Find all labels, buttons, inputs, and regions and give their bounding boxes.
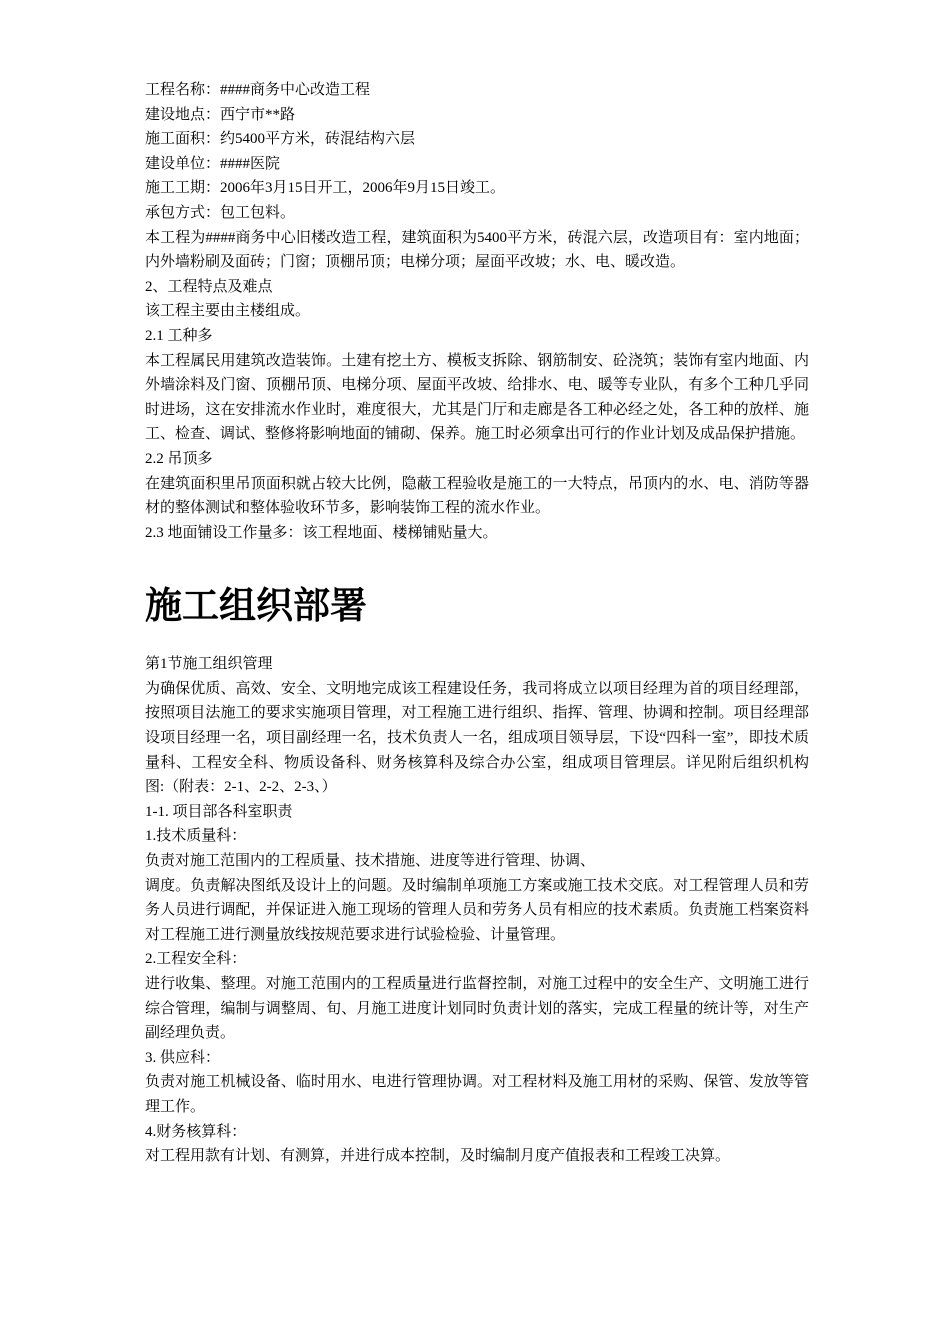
duty2-body: 进行收集、整理。对施工范围内的工程质量进行监督控制，对施工过程中的安全生产、文明施工进行综合管理，编制与调整周、旬、月施工进度计划同时负责计划的落实，完成工程量的统计等，对生产副经理负责。 <box>145 976 809 1042</box>
section2-1-body: 本工程属民用建筑改造装饰。土建有挖土方、模板支拆除、钢筋制安、砼浇筑；装饰有室内地面、内外墙涂料及门窗、顶棚吊顶、电梯分项、屋面平改坡、给排水、电、暖等专业队，有多个工种几乎同时进场，这在安排流水作业时，难度很大，尤其是门厅和走廊是各工种必经之处，各工种的放样、施工、检查、调试、整修将影响地面的铺砌、保养。施工时必须拿出可行的作业计划及成品保护措施。 <box>145 352 809 443</box>
duty1-title: 1.技术质量科： <box>145 828 247 845</box>
section2-2-body: 在建筑面积里吊顶面积就占较大比例，隐蔽工程验收是施工的一大特点，吊顶内的水、电、消防等器材的整体测试和整体验收环节多，影响装饰工程的流水作业。 <box>145 475 809 517</box>
chapter1-title: 第1节施工组织管理 <box>145 656 273 673</box>
section2-2-title: 2.2 吊顶多 <box>145 450 213 467</box>
section2-intro: 该工程主要由主楼组成。 <box>145 303 311 320</box>
duty3-body: 负责对施工机械设备、临时用水、电进行管理协调。对工程材料及施工用材的采购、保管、发放等管理工作。 <box>145 1074 809 1115</box>
project-schedule-line: 施工工期：2006年3月15日开工，2006年9月15日竣工。 <box>145 180 506 197</box>
chapter-heading: 施工组织部署 <box>145 584 367 628</box>
section2-3-line: 2.3 地面铺设工作量多：该工程地面、楼梯铺贴量大。 <box>145 524 498 541</box>
document-page <box>145 78 809 1169</box>
section2-1-title: 2.1 工种多 <box>145 327 213 344</box>
duty4-title: 4.财务核算科： <box>145 1123 247 1140</box>
project-overview: 本工程为####商务中心旧楼改造工程，建筑面积为5400平方米，砖混六层，改造项目有：室内地面；内外墙粉刷及面砖；门窗；顶棚吊顶；电梯分项；屋面平改坡；水、电、暖改造。 <box>145 229 809 271</box>
section2-title: 2、工程特点及难点 <box>145 278 273 295</box>
duty4-body: 对工程用款有计划、有测算，并进行成本控制，及时编制月度产值报表和工程竣工决算。 <box>145 1148 731 1165</box>
duty1-first-line: 负责对施工范围内的工程质量、技术措施、进度等进行管理、协调、 <box>145 853 596 870</box>
duties-title: 1-1. 项目部各科室职责 <box>145 803 293 820</box>
project-name-line: 工程名称：####商务中心改造工程 <box>145 82 371 98</box>
duty3-title: 3. 供应科： <box>145 1049 221 1066</box>
duty1-body: 调度。负责解决图纸及设计上的问题。及时编制单项施工方案或施工技术交底。对工程管理人员和劳务人员进行调配，并保证进入施工现场的管理人员和劳务人员有相应的技术素质。负责施工档案资料对工程施工进行测量放线按规范要求进行试验检验、计量管理。 <box>145 877 809 943</box>
project-location-line: 建设地点：西宁市**路 <box>145 106 296 123</box>
duty2-title: 2.工程安全科： <box>145 951 247 968</box>
chapter1-body: 为确保优质、高效、安全、文明地完成该工程建设任务，我司将成立以项目经理为首的项目经理部，按照项目法施工的要求实施项目管理，对工程施工进行组织、指挥、管理、协调和控制。项目经理部设项目经理一名，项目副经理一名，技术负责人一名，组成项目领导层，下设“四科一室”，即技术质量科、工程安全科、物质设备科、财务核算科及综合办公室，组成项目管理层。详见附后组织机构图:（附表：2-1、2-2、2-3、） <box>145 680 809 796</box>
project-area-line: 施工面积：约5400平方米，砖混结构六层 <box>145 131 416 148</box>
contract-mode-line: 承包方式：包工包料。 <box>145 204 296 221</box>
project-owner-line: 建设单位：####医院 <box>145 155 281 172</box>
